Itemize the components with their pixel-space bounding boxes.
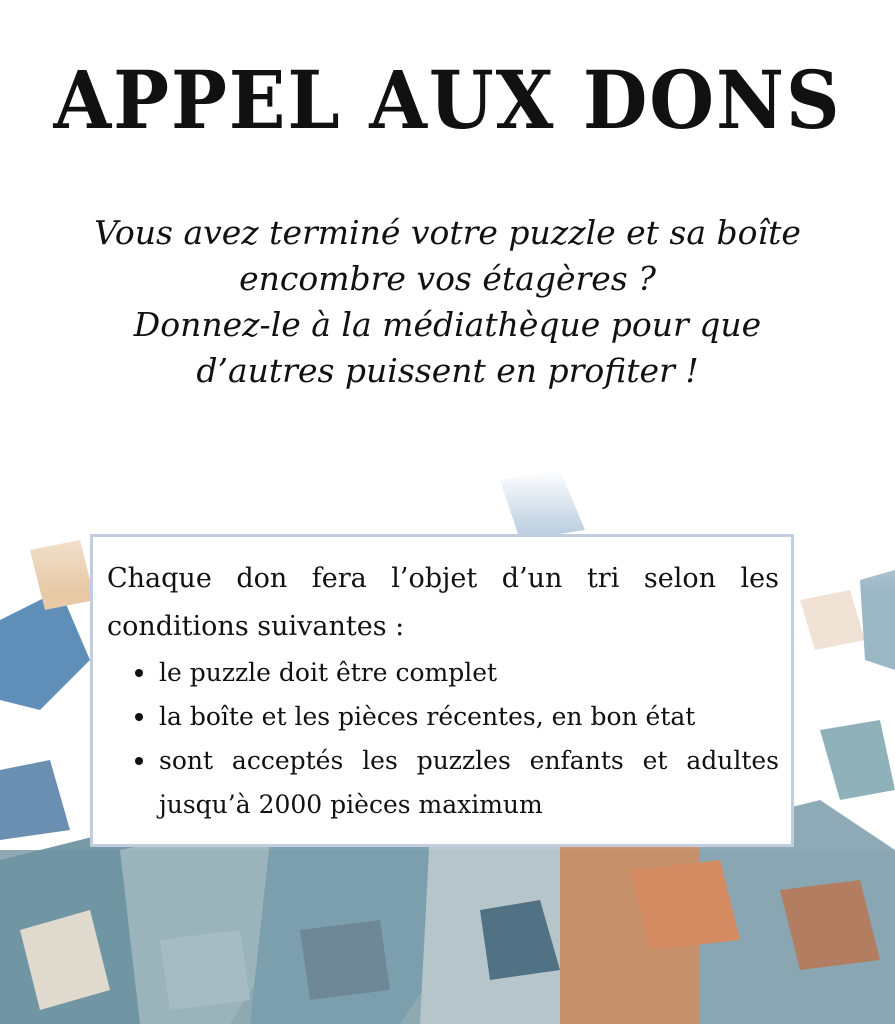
intro-line: d’autres puissent en profiter ! [196, 351, 699, 390]
intro-line: Donnez-le à la médiathèque pour que [133, 305, 762, 344]
poster-title: APPEL AUX DONS [53, 53, 842, 147]
conditions-intro: Chaque don fera l’objet d’un tri selon les conditions suivantes : [107, 563, 779, 642]
list-item: sont acceptés les puzzles enfants et adultes jusqu’à 2000 pièces maximum [129, 739, 779, 827]
intro-text [40, 210, 855, 394]
list-item: le puzzle doit être complet [129, 651, 779, 695]
conditions-box [90, 534, 794, 847]
intro-line: encombre vos étagères ? [239, 259, 656, 298]
intro-line: Vous avez terminé votre puzzle et sa boîte [94, 213, 801, 252]
conditions-list [107, 651, 779, 827]
list-item: la boîte et les pièces récentes, en bon état [129, 695, 779, 739]
